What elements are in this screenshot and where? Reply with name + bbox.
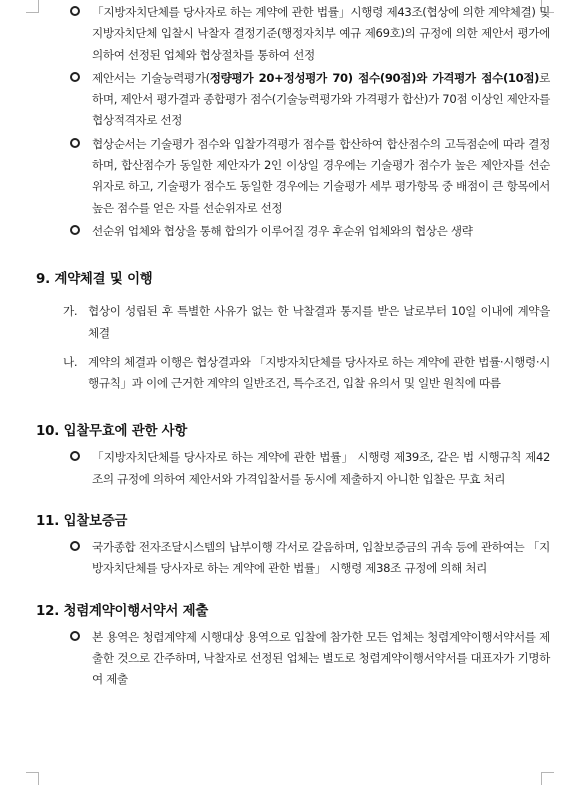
- list-item: [92, 2, 550, 66]
- item-text-bold: 정량평가 20+정성평가 70) 점수(90점)와 가격평가 점수(10점): [209, 70, 540, 85]
- list-item: [63, 352, 550, 395]
- circle-bullet-icon: [70, 225, 80, 235]
- item-text-pre: 제안서는 기술능력평가(: [92, 70, 210, 85]
- item-marker: 나.: [63, 354, 78, 369]
- circle-bullet-icon: [70, 451, 80, 461]
- item-text: 「지방자치단체를 당사자로 하는 계약에 관한 법률」시행령 제43조(협상에 의한 계약체결) 및 지방자치단체 입찰시 낙찰자 결정기준(행정자치부 예규 제69호)의 규정에 의한 제안서 평가에 의하여 선정된 업체와 협상절차를 통하여 선정: [92, 5, 550, 62]
- section-heading: 9. 계약체결 및 이행: [36, 272, 153, 288]
- circle-bullet-icon: [70, 72, 80, 82]
- item-text-post: 로 하며, 제안서 평가결과 종합평가 점수(기술능력평가와 가격평가 합산)가 70점 이상인 제안자를 협상적격자로 선정: [92, 70, 550, 128]
- item-text: 「지방자치단체를 당사자로 하는 계약에 관한 법률」 시행령 제39조, 같은 법 시행규칙 제42조의 규정에 의하여 제안서와 가격입찰서를 동시에 제출하지 아니한 입찰은 무효 처리: [92, 450, 550, 486]
- list-item: [63, 301, 550, 344]
- list-item: [92, 68, 550, 132]
- item-text: 국가종합 전자조달시스템의 납부이행 각서로 갈음하며, 입찰보증금의 귀속 등에 관하여는 「지방자치단체를 당사자로 하는 계약에 관한 법률」 시행령 제38조 규정에 의해 처리: [92, 540, 550, 576]
- list-item: [92, 627, 550, 691]
- item-text: 협상순서는 기술평가 점수와 입찰가격평가 점수를 합산하여 합산점수의 고득점순에 따라 결정하며, 합산점수가 동일한 제안자가 2인 이상일 경우에는 기술평가 점수가 높은 제안자를 선순위자로 하고, 기술평가 점수도 동일한 경우에는 기술평가 세부 평가항목 중 배점이 큰 항목에서 높은 점수를 얻은 자를 선순위자로 선정: [92, 136, 550, 215]
- crop-mark-bottom-left: [26, 772, 39, 785]
- section-heading: 10. 입찰무효에 관한 사항: [36, 424, 188, 440]
- item-text: 협상이 성립된 후 특별한 사유가 없는 한 낙찰결과 통지를 받은 날로부터 10일 이내에 계약을 체결: [88, 304, 550, 340]
- crop-mark-bottom-right: [541, 772, 554, 785]
- list-item: [92, 134, 550, 219]
- item-text: 선순위 업체와 협상을 통해 합의가 이루어질 경우 후순위 업체와의 협상은 생략: [92, 223, 473, 238]
- section-heading: 11. 입찰보증금: [36, 514, 128, 530]
- item-marker: 가.: [63, 304, 78, 319]
- circle-bullet-icon: [70, 541, 80, 551]
- list-item: [92, 537, 550, 580]
- circle-bullet-icon: [70, 6, 80, 16]
- list-item: [92, 447, 550, 490]
- item-text: 계약의 체결과 이행은 협상결과와 「지방자치단체를 당사자로 하는 계약에 관한 법률·시행령·시행규칙」과 이에 근거한 계약의 일반조건, 특수조건, 입찰 유의서 및 일반 원칙에 따름: [88, 354, 550, 391]
- item-text: 본 용역은 청렴계약제 시행대상 용역으로 입찰에 참가한 모든 업체는 청렴계약이행서약서를 제출한 것으로 간주하며, 낙찰자로 선정된 업체는 별도로 청렴계약이행서약서를 대표자가 기명하여 제출: [92, 629, 550, 687]
- section-heading: 12. 청렴계약이행서약서 제출: [36, 603, 209, 619]
- circle-bullet-icon: [70, 138, 80, 148]
- list-item: [92, 221, 550, 242]
- circle-bullet-icon: [70, 631, 80, 641]
